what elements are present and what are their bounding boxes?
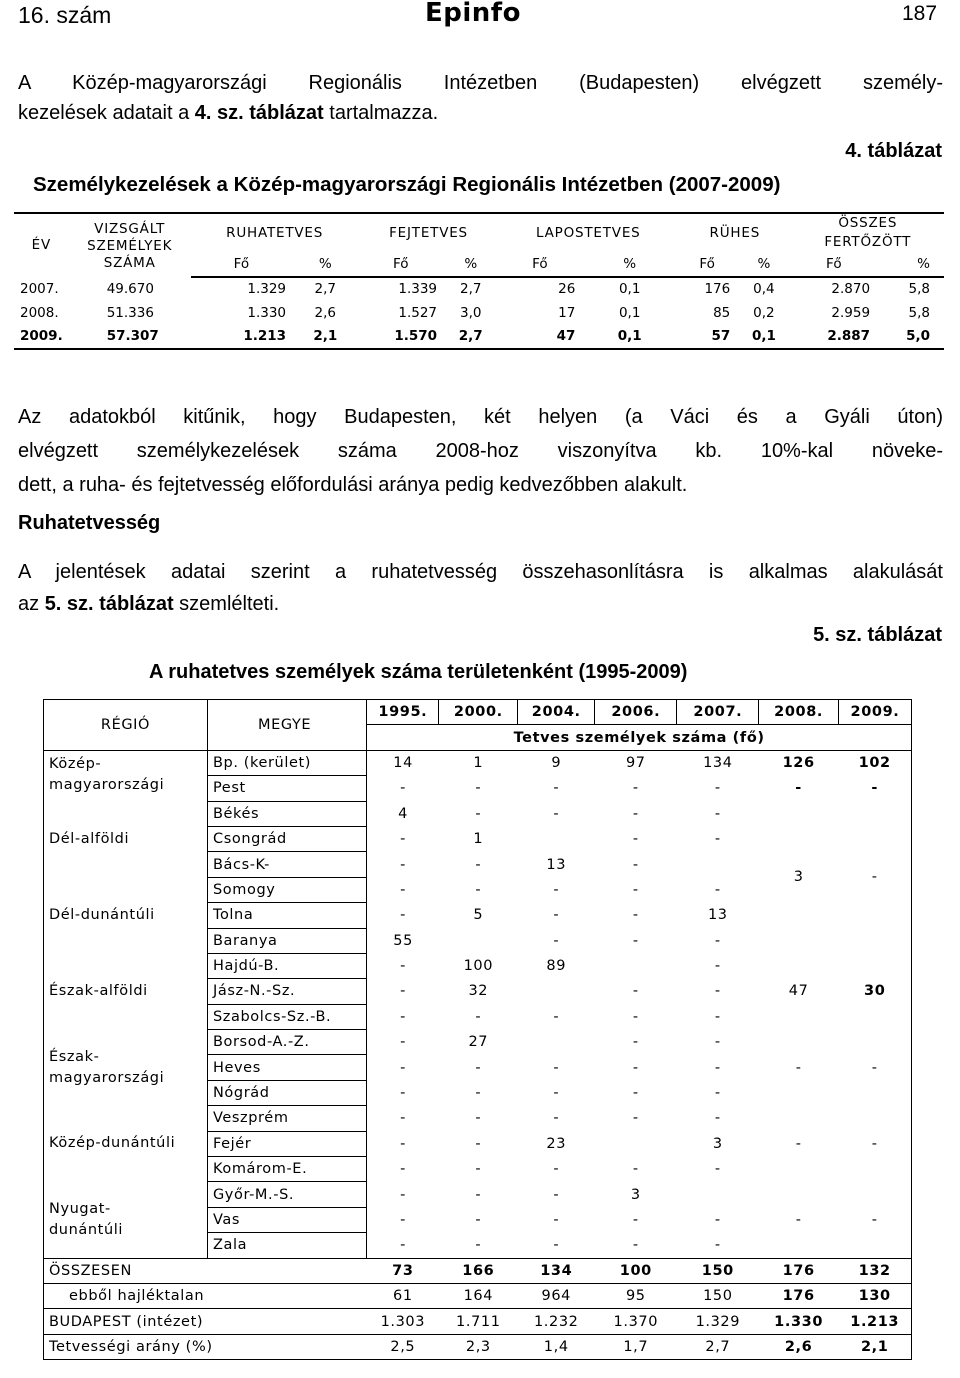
county-value: - (475, 1161, 482, 1178)
table4-cell: 2007. (20, 280, 59, 297)
county-value: - (632, 831, 639, 848)
summary-value: 1.232 (518, 1309, 595, 1334)
col-year: 2004. (518, 700, 595, 725)
analysis-paragraph (18, 400, 943, 502)
county-value: 27 (468, 1034, 489, 1051)
county-value: - (400, 881, 406, 898)
region-2009: 102 (858, 755, 891, 772)
table4-cell: 2009. (14, 325, 69, 350)
sub-pct: % (876, 252, 944, 277)
table4-cell: 2008. (20, 304, 59, 321)
county-value: - (714, 780, 721, 797)
table4-cell: 0,1 (618, 304, 641, 321)
journal-logo: Epinfo (425, 0, 521, 28)
county-value: - (714, 983, 721, 1000)
col-osszes (792, 213, 944, 252)
summary-value: 1.213 (838, 1309, 911, 1334)
table4-cell: 2,6 (314, 304, 337, 321)
county-value: - (553, 780, 560, 797)
county-value: 32 (468, 983, 489, 1000)
region-2008: - (795, 1211, 802, 1228)
summary-value: 2,1 (838, 1334, 911, 1359)
summary-value: 964 (518, 1283, 595, 1308)
table4-cell: 1.339 (398, 281, 438, 298)
county-name: Veszprém (207, 1106, 366, 1131)
table5-body (44, 700, 912, 1360)
county-value: - (553, 1237, 560, 1254)
summary-label: BUDAPEST (intézet) (44, 1309, 367, 1334)
summary-label: Tetvességi arány (%) (44, 1334, 367, 1359)
region-2009: - (871, 869, 878, 886)
analysis-line-3: dett, a ruha- és fejtetvesség előfordulási aránya pedig kedvezőbben alakult. (18, 474, 688, 496)
county-name: Baranya (207, 928, 366, 953)
county-value: - (400, 1008, 406, 1025)
county-value: 55 (393, 932, 413, 949)
table4-cell: 1.570 (359, 325, 443, 350)
county-value (677, 1182, 759, 1207)
summary-value: 2,6 (759, 1334, 839, 1359)
county-value: - (632, 1059, 639, 1076)
table4-cell: 0,1 (618, 281, 641, 298)
county-value: - (714, 831, 721, 848)
region-2008: 47 (788, 983, 809, 1000)
summary-label: ebből hajléktalan (44, 1283, 367, 1308)
county-value (595, 1131, 677, 1156)
county-name: Heves (207, 1055, 366, 1080)
col-year: 1995. (367, 700, 439, 725)
county-value: - (632, 1085, 639, 1102)
region-name-line: Észak-alföldi (49, 982, 148, 999)
county-value: - (475, 1110, 482, 1127)
county-value: - (475, 1008, 482, 1025)
county-value: - (400, 1034, 406, 1051)
table4-cell: 0,1 (736, 325, 791, 350)
table4-cell: 2.870 (831, 281, 871, 298)
col-vizsgalt-l1: VIZSGÁLT (94, 220, 166, 237)
summary-row (44, 1258, 912, 1283)
summary-value: 176 (759, 1283, 839, 1308)
analysis-line-2: elvégzett személykezelések száma 2008-hoz viszonyítva kb. 10%-kal növeke- (18, 440, 943, 462)
table4 (14, 212, 944, 350)
county-value (518, 979, 595, 1004)
col-year: 2008. (759, 700, 839, 725)
county-value: - (632, 1237, 639, 1254)
county-value: - (632, 1212, 639, 1228)
county-value: - (714, 881, 721, 898)
county-value: - (475, 1085, 482, 1102)
county-value: - (400, 907, 406, 924)
summary-value: 132 (838, 1258, 911, 1283)
col-osszes-l1: ÖSSZES (838, 215, 898, 231)
county-value: - (632, 983, 639, 1000)
county-value: - (632, 780, 639, 797)
county-value: - (714, 932, 721, 949)
region-name (44, 1030, 208, 1106)
county-name: Fejér (207, 1131, 366, 1156)
region-2009: - (871, 780, 878, 797)
table4-row (14, 301, 944, 325)
summary-value: 134 (518, 1258, 595, 1283)
analysis-line-1: Az adatokból kitűnik, hogy Budapesten, két helyen (a Váci és a Gyáli úton) (18, 406, 943, 428)
county-name: Pest (207, 776, 366, 801)
county-value: 1 (473, 755, 484, 772)
summary-value: 164 (439, 1283, 518, 1308)
county-name: Somogy (207, 877, 366, 902)
sub-pct: % (736, 252, 791, 277)
county-value: - (714, 1034, 721, 1051)
county-name: Zala (207, 1233, 366, 1258)
table4-title: Személykezelések a Közép-magyarországi Regionális Intézetben (2007-2009) (33, 173, 781, 196)
county-value: - (714, 1008, 721, 1025)
county-value: - (553, 1161, 560, 1178)
county-value: 4 (398, 805, 408, 822)
county-value: 3 (630, 1186, 641, 1203)
col-lapostetves: LAPOSTETVES (498, 213, 678, 252)
table4-row (14, 277, 944, 302)
table4-cell: 1.330 (247, 304, 287, 321)
region-name-line: Dél-alföldi (49, 830, 130, 847)
table4-cell: 5,8 (908, 281, 930, 298)
region-2008: - (795, 780, 802, 797)
county-value: - (475, 1059, 482, 1076)
county-value: - (475, 1186, 482, 1203)
county-value: - (475, 805, 482, 822)
table4-cell: 17 (558, 304, 576, 321)
summary-value: 150 (677, 1258, 759, 1283)
county-name: Bács-K- (207, 852, 366, 877)
col-year: 2000. (439, 700, 518, 725)
summary-value: 1.370 (595, 1309, 677, 1334)
county-value: - (714, 958, 721, 975)
county-value: - (632, 805, 639, 822)
table5-row (44, 801, 912, 826)
county-value: - (553, 907, 560, 924)
county-value: - (553, 881, 560, 898)
region-name-line: Észak- (49, 1048, 100, 1065)
table4-cell: 0,4 (753, 281, 775, 298)
table4-cell: 2,1 (292, 325, 359, 350)
col-vizsgalt (69, 213, 191, 277)
summary-value: 130 (838, 1283, 911, 1308)
summary-label: ÖSSZESEN (44, 1258, 367, 1283)
county-value: - (400, 983, 406, 1000)
col-fejtetves: FEJTETVES (359, 213, 499, 252)
sub-pct: % (443, 252, 498, 277)
region-name (44, 1106, 208, 1182)
sub-fo: Fő (498, 252, 581, 277)
county-value: - (553, 1212, 560, 1228)
county-name: Nógrád (207, 1080, 366, 1105)
region-name (44, 953, 208, 1029)
table5-row (44, 1182, 912, 1207)
table5-label: 5. sz. táblázat (813, 624, 942, 646)
table4-cell: 1.527 (398, 304, 438, 321)
table4-label: 4. táblázat (845, 140, 942, 162)
table4-cell: 2,7 (314, 281, 337, 298)
county-value: - (400, 1186, 406, 1203)
summary-row (44, 1283, 912, 1308)
table5-row (44, 953, 912, 978)
county-value (595, 953, 677, 978)
summary-value: 100 (595, 1258, 677, 1283)
para3-line-1: A jelentések adatai szerint a ruhatetvesség összehasonlításra is alkalmas alakulását (18, 561, 943, 583)
sub-pct: % (292, 252, 359, 277)
region-2008: 126 (782, 755, 815, 772)
table4-cell: 5,8 (908, 304, 930, 321)
region-name (44, 877, 208, 953)
county-value: - (632, 1161, 639, 1178)
county-value: - (475, 1237, 482, 1254)
county-value: 3 (712, 1135, 723, 1152)
table4-cell: 2.887 (792, 325, 876, 350)
table5-ref: 5. sz. táblázat (44, 593, 174, 615)
table4-cell: 57 (678, 325, 736, 350)
page-number: 187 (902, 2, 938, 25)
county-value: - (553, 1186, 560, 1203)
county-name: Jász-N.-Sz. (207, 979, 366, 1004)
col-vizsgalt-l2: SZEMÉLYEK (87, 237, 173, 254)
county-value: - (553, 1110, 560, 1127)
summary-value: 1.329 (677, 1309, 759, 1334)
col-regio: RÉGIÓ (44, 700, 208, 751)
county-value: 23 (546, 1135, 567, 1152)
table4-cell: 51.336 (106, 304, 154, 321)
county-value: - (632, 1008, 639, 1025)
table4-cell: 2.959 (831, 304, 871, 321)
county-value: 14 (393, 755, 413, 772)
summary-value: 2,3 (439, 1334, 518, 1359)
county-value: 100 (463, 958, 494, 975)
county-value: 13 (546, 856, 567, 873)
county-value: - (714, 1237, 721, 1254)
county-value: - (400, 1161, 406, 1178)
table4-cell: 49.670 (106, 280, 154, 297)
col-osszes-l2: FERTŐZÖTT (824, 234, 912, 250)
para3-text: az (18, 593, 45, 615)
section-title: Ruhatetvesség (18, 512, 161, 534)
county-value: - (400, 780, 406, 797)
county-value (677, 852, 759, 877)
col-vizsgalt-l3: SZÁMA (103, 254, 156, 271)
county-value: 89 (546, 958, 567, 975)
summary-value: 2,7 (677, 1334, 759, 1359)
region-2009: 30 (864, 983, 886, 1000)
intro-line-1: A Közép-magyarországi Regionális Intézetben (Budapesten) elvégzett személy- (18, 72, 943, 94)
county-value: - (553, 805, 560, 822)
region-2009: - (871, 1135, 878, 1152)
county-value: 134 (703, 755, 733, 772)
summary-value: 176 (759, 1258, 839, 1283)
table5 (43, 699, 912, 1360)
county-value: - (400, 1085, 406, 1102)
county-value: 1 (473, 831, 484, 848)
county-value: - (714, 805, 721, 822)
county-value: - (475, 1212, 482, 1228)
table4-cell: 85 (713, 304, 731, 321)
col-ev: ÉV (14, 213, 69, 277)
county-value: - (553, 1059, 560, 1076)
county-value: - (714, 1161, 721, 1178)
table4-body (14, 277, 944, 350)
summary-value: 150 (677, 1283, 759, 1308)
table4-cell: 26 (558, 281, 576, 298)
summary-value: 1,7 (595, 1334, 677, 1359)
intro-text-end: tartalmazza. (323, 102, 439, 124)
county-name: Csongrád (207, 826, 366, 851)
table5-header-row (44, 700, 912, 725)
sub-fo: Fő (191, 252, 292, 277)
county-name: Győr-M.-S. (207, 1182, 366, 1207)
region-name-line: magyarországi (49, 776, 165, 793)
table4-cell: 57.307 (69, 325, 191, 350)
region-name-line: Nyugat- (49, 1200, 111, 1217)
table4-cell: 0,1 (581, 325, 678, 350)
county-value: 13 (707, 907, 728, 924)
county-name: Bp. (kerület) (207, 750, 366, 775)
county-value: - (400, 958, 406, 975)
para3-text-end: szemlélteti. (173, 593, 280, 615)
region-2008: 3 (793, 869, 804, 886)
col-year: 2006. (595, 700, 677, 725)
region-2008: - (795, 1059, 802, 1076)
ruhatetvesseg-paragraph (18, 556, 943, 620)
summary-value: 166 (439, 1258, 518, 1283)
table4-cell: 0,2 (753, 304, 775, 321)
summary-value: 73 (367, 1258, 439, 1283)
region-name (44, 750, 208, 801)
region-name-line: dunántúli (49, 1221, 123, 1238)
intro-text: kezelések adatait a (18, 102, 195, 124)
col-ruhes: RÜHES (678, 213, 792, 252)
county-value (439, 928, 518, 953)
sub-pct: % (581, 252, 678, 277)
region-name-line: Dél-dunántúli (49, 906, 155, 923)
county-value: - (400, 1237, 406, 1254)
summary-value: 2,5 (367, 1334, 439, 1359)
region-name (44, 801, 208, 877)
summary-value: 1.711 (439, 1309, 518, 1334)
county-value: - (553, 1085, 560, 1102)
county-value: 9 (551, 755, 562, 772)
subheader: Tetves személyek száma (fő) (367, 725, 912, 750)
summary-value: 1.303 (367, 1309, 439, 1334)
summary-row (44, 1309, 912, 1334)
table4-cell: 176 (704, 281, 731, 298)
region-2009: - (871, 1211, 878, 1228)
region-2008: - (795, 1135, 802, 1152)
county-value: - (714, 1085, 721, 1102)
intro-paragraph (18, 68, 943, 128)
region-name-line: Közép-dunántúli (49, 1135, 176, 1152)
table4-row (14, 325, 944, 350)
summary-value: 1.330 (759, 1309, 839, 1334)
county-name: Tolna (207, 903, 366, 928)
summary-value: 95 (595, 1283, 677, 1308)
county-value: - (475, 856, 482, 873)
table5-title: A ruhatetves személyek száma területenként (1995-2009) (149, 661, 688, 683)
sub-fo: Fő (678, 252, 736, 277)
county-name: Vas (207, 1207, 366, 1232)
county-name: Békés (207, 801, 366, 826)
county-value: 5 (473, 907, 484, 924)
county-value: - (714, 1212, 721, 1228)
county-value (518, 1030, 595, 1055)
county-name: Komárom-E. (207, 1157, 366, 1182)
county-value: - (714, 1110, 721, 1127)
county-value: - (632, 881, 639, 898)
region-name-line: magyarországi (49, 1069, 165, 1086)
county-value: - (632, 932, 639, 949)
county-value: - (475, 780, 482, 797)
county-value: 97 (625, 755, 646, 772)
county-value: - (632, 1110, 639, 1127)
county-value: - (632, 907, 639, 924)
summary-value: 61 (367, 1283, 439, 1308)
col-megye: MEGYE (207, 700, 366, 751)
county-value: - (714, 1059, 721, 1076)
county-value: - (475, 881, 482, 898)
county-value: - (400, 856, 406, 873)
county-value (518, 826, 595, 851)
county-value: - (400, 831, 406, 848)
table4-cell: 5,0 (876, 325, 944, 350)
table4-cell: 1.213 (191, 325, 292, 350)
issue-number: 16. szám (18, 2, 112, 28)
sub-fo: Fő (359, 252, 443, 277)
county-value: - (400, 1059, 406, 1076)
table4-cell: 1.329 (247, 281, 287, 298)
table4-header-row (14, 213, 944, 252)
county-name: Hajdú-B. (207, 953, 366, 978)
para3-line-2 (18, 588, 943, 620)
county-value: - (553, 932, 560, 949)
col-year: 2009. (838, 700, 911, 725)
county-value: - (632, 1034, 639, 1051)
table-ref: 4. sz. táblázat (194, 102, 324, 124)
table4-cell: 47 (498, 325, 581, 350)
county-name: Borsod-A.-Z. (207, 1030, 366, 1055)
intro-line-2 (18, 98, 943, 128)
table4-cell: 2,7 (443, 325, 498, 350)
county-value: - (400, 1135, 406, 1152)
sub-fo: Fő (792, 252, 876, 277)
table4-cell: 2,7 (460, 281, 482, 298)
county-name: Szabolcs-Sz.-B. (207, 1004, 366, 1029)
county-value: - (400, 1212, 406, 1228)
county-value: - (400, 1110, 406, 1127)
table4-cell: 3,0 (460, 304, 482, 321)
table5-row (44, 1030, 912, 1055)
table5-row (44, 1106, 912, 1131)
col-year: 2007. (677, 700, 759, 725)
summary-row (44, 1334, 912, 1359)
col-ruhatetves: RUHATETVES (191, 213, 359, 252)
county-value: - (553, 1008, 560, 1025)
county-value: - (475, 1135, 482, 1152)
summary-value: 1,4 (518, 1334, 595, 1359)
region-2009: - (871, 1059, 878, 1076)
region-name-line: Közép- (49, 755, 102, 772)
table5-row (44, 750, 912, 775)
region-name (44, 1182, 208, 1258)
county-value: - (632, 856, 639, 873)
